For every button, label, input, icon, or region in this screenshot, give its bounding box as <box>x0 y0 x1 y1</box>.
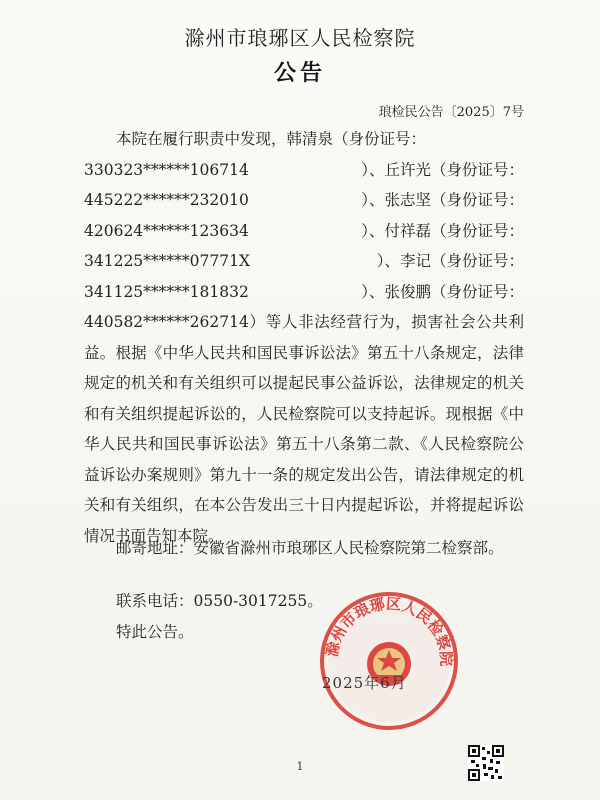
official-seal-stamp <box>318 590 460 732</box>
body-line <box>84 216 524 247</box>
id-number: 445222******232010 <box>84 191 249 209</box>
stamp-text: 滁州市琅琊区人民检察院 <box>322 594 456 667</box>
body-line <box>84 124 524 155</box>
body-paragraph: 440582******262714）等人非法经营行为，损害社会公共利益。根据《中华人民共和国民事诉讼法》第五十八条规定，法律规定的机关和有关组织可以提起民事公益诉讼，法律规定的机关和有关组织提起诉讼的，人民检察院可以支持起诉。现根据《中华人民共和国民事诉讼法》第五十八条第二款、《人民检察院公益诉讼办案规则》第九十一条的规定发出公告，请法律规定的机关和有关组织，在本公告发出三十日内提起诉讼，并将提起诉讼情况书面告知本院。 <box>84 313 524 545</box>
document-number: 琅检民公告〔2025〕7号 <box>378 105 524 120</box>
body-line <box>84 185 524 216</box>
body-line-text: ）、张志坚（身份证号： <box>361 191 524 209</box>
issuing-organization: 滁州市琅琊区人民检察院 <box>184 26 416 50</box>
id-number: 330323******106714 <box>84 160 249 179</box>
page-number: 1 <box>296 760 304 773</box>
closing-statement: 特此公告。 <box>116 623 194 641</box>
document-type-title: 公告 <box>273 61 326 86</box>
body-line <box>84 277 524 308</box>
issue-date: 2025年6月 <box>322 674 407 692</box>
body-line-text: ）、李记（身份证号： <box>376 252 524 270</box>
body-line-text: 本院在履行职责中发现，韩清泉（身份证号： <box>116 130 427 148</box>
id-number: 420624******123634 <box>84 221 249 240</box>
announcement-body <box>84 124 524 551</box>
body-line <box>84 155 524 186</box>
id-number: 341125******181832 <box>84 282 249 301</box>
body-line <box>84 246 524 277</box>
body-line-text: ）、付祥磊（身份证号： <box>361 221 524 240</box>
id-number: 341225******07771X <box>84 252 251 270</box>
mailing-address: 邮寄地址：安徽省滁州市琅琊区人民检察院第二检察部。 <box>116 539 504 557</box>
body-line-text: ）、张俊鹏（身份证号： <box>361 282 524 301</box>
contact-phone: 联系电话：0550-3017255。 <box>116 592 323 610</box>
body-line-text: ）、丘许光（身份证号： <box>361 160 524 179</box>
